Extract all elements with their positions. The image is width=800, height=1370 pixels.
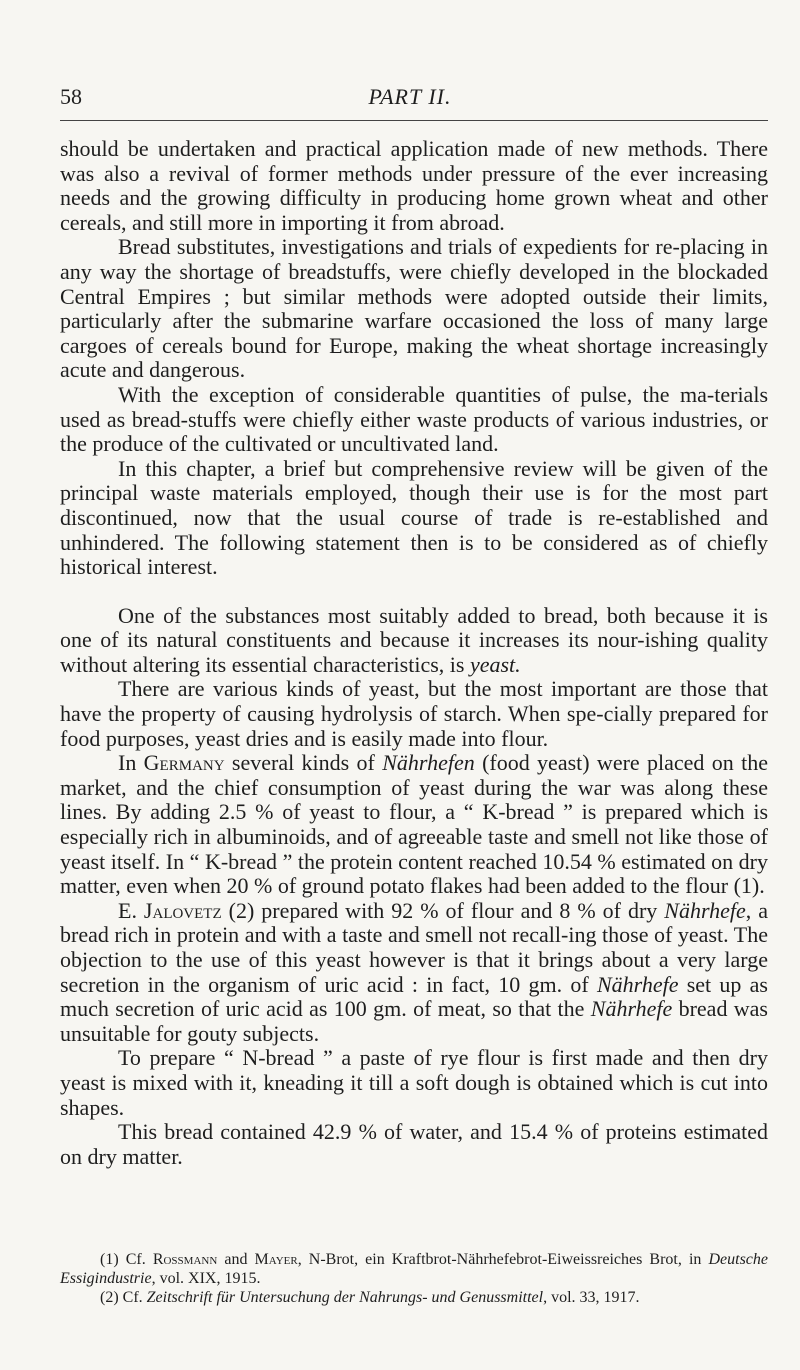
jalovetz-part3: set up as much secretion of uric acid as 100 gm. of meat, so that the (60, 971, 768, 1022)
paragraph-pulse: With the exception of considerable quantities of pulse, the ma-terials used as bread-stuffs were chiefly either waste products of various industries, or the produce of the cultivated or uncultivated land. (60, 381, 768, 457)
jalovetz-part4: bread was unsuitable for gouty subjects. (60, 996, 768, 1046)
paragraph-various-kinds: There are various kinds of yeast, but the most important are those that have the property of causing hydrolysis of starch. When spe-cially prepared for food purposes, yeast dries and is easily made into flour. (60, 676, 768, 751)
part-title: PART II. (368, 84, 452, 109)
naehrhefe-term-1: Nährhefe (664, 897, 746, 923)
paragraph-continuation: should be undertaken and practical application made of new methods. There was also a revival of former methods under pressure of the ever increasing needs and the growing difficulty in producing home grown wheat and other cereals, and still more in importing it from abroad. (60, 136, 768, 235)
footnote-1 (60, 1250, 768, 1288)
jalovetz-part2: , a bread rich in protein and with a taste and smell not recall-ing those of yeast. The objection to the use of this yeast however is that it brings about a very large secretion in the organism of uric acid : in fact, 10 gm. of (60, 897, 768, 997)
jalovetz-initial: E. (118, 897, 144, 923)
footnote-2-rest: , vol. 33, 1917. (543, 1289, 640, 1306)
germany-rest: (food yeast) were placed on the market, and the chief consumption of yeast during the war was along these lines. By adding 2.5 % of yeast to flour, a “ K-bread ” is prepared which is especially rich in albuminoids, and of agreeable taste and smell not like those of yeast itself. In “ K-bread ” the protein content reached 10.54 % estimated on dry matter, even when 20 % of ground potato flakes had been added to the flour (1). (60, 750, 768, 899)
running-head (60, 84, 760, 114)
footnote-2 (60, 1288, 768, 1307)
germany-country: Germany (143, 750, 225, 776)
naehrhefe-term-3: Nährhefe (590, 996, 673, 1022)
paragraph-bread-substitutes: Bread substitutes, investigations and trials of expedients for re-placing in any way the shortage of breadstuffs, were chiefly developed in the blockaded Central Empires ; but similar methods were adopted outside their limits, particularly after the submarine warfare occasioned the loss of many large cargoes of cereals bound for Europe, making the wheat shortage increasingly acute and dangerous. (60, 234, 768, 383)
footnote-1-author-2: Mayer (254, 1251, 298, 1268)
footnote-1-journal: Deutsche Essigindustrie (60, 1251, 768, 1287)
paragraph-yeast (60, 604, 768, 678)
page-number: 58 (60, 84, 82, 109)
footnote-2-journal: Zeitschrift für Untersuchung der Nahrungs- und Genussmittel (146, 1289, 544, 1306)
jalovetz-author: Jalovetz (143, 897, 222, 923)
footnote-1-and: and (217, 1251, 255, 1268)
paragraph-germany (60, 751, 768, 899)
naehrhefe-term-2: Nährhefe (596, 971, 679, 997)
body-text (60, 137, 768, 1169)
footnote-1-title: , N-Brot, ein Kraftbrot-Nährhefebrot-Eiweissreiches Brot, in (297, 1251, 709, 1268)
jalovetz-part1: (2) prepared with 92 % of flour and 8 % of dry (221, 897, 665, 923)
footnote-1-prefix: (1) Cf. (100, 1251, 153, 1268)
footnotes (60, 1250, 768, 1307)
footnote-1-rest: , vol. XIX, 1915. (151, 1270, 261, 1287)
germany-in: In (118, 750, 144, 776)
yeast-text: One of the substances most suitably added to bread, both because it is one of its natural constituents and because it increases its nour-ishing quality without altering its essential characteristics, is (60, 602, 768, 677)
paragraph-jalovetz (60, 899, 768, 1047)
paragraph-bread-contained: This bread contained 42.9 % of water, and 15.4 % of proteins estimated on dry matter. (60, 1119, 768, 1169)
paragraph-n-bread: To prepare “ N-bread ” a paste of rye flour is first made and then dry yeast is mixed with it, kneading it till a soft dough is obtained which is cut into shapes. (60, 1045, 768, 1120)
paragraph-chapter-review: In this chapter, a brief but comprehensive review will be given of the principal waste materials employed, though their use is for the most part discontinued, now that the usual course of trade is re-established and unhindered. The following statement then is to be considered as of chiefly historical interest. (60, 455, 768, 580)
footnote-1-author-1: Rossmann (152, 1251, 218, 1268)
footnote-2-prefix: (2) Cf. (100, 1289, 147, 1306)
header-rule (60, 120, 768, 121)
germany-after-country: several kinds of (224, 750, 383, 776)
naehrhefen-term: Nährhefen (382, 750, 475, 776)
yeast-term: yeast. (469, 651, 521, 677)
